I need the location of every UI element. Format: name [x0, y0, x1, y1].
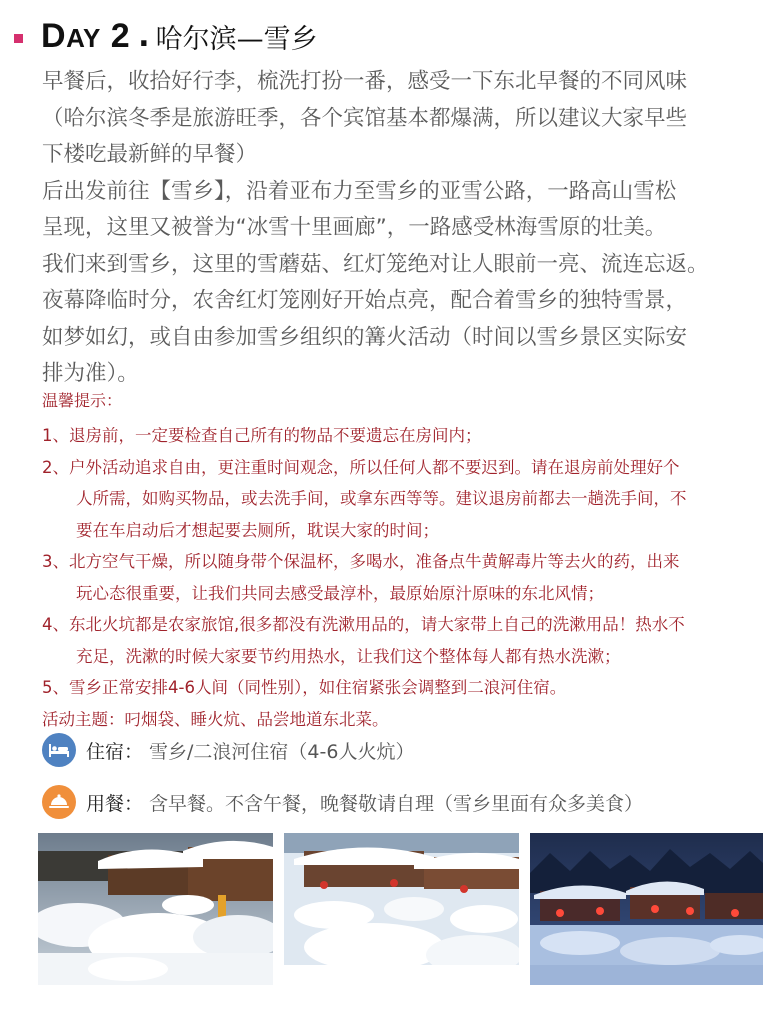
- tip-line: 玩心态很重要，让我们共同去感受最淳朴，最原始原汁原味的东北风情；: [76, 583, 604, 603]
- intro-line: （哈尔滨冬季是旅游旺季，各个宾馆基本都爆满，所以建议大家早些: [42, 105, 688, 131]
- accent-square-icon: [14, 34, 23, 43]
- day-title: 哈尔滨—雪乡: [155, 23, 318, 55]
- tip-line: 要在车启动后才想起要去厕所，耽误大家的时间；: [76, 520, 439, 540]
- tip-line: 3、北方空气干燥，所以随身带个保温杯，多喝水，准备点牛黄解毒片等去火的药，出来: [42, 552, 680, 571]
- intro-line: 早餐后，收拾好行李，梳洗打扮一番，感受一下东北早餐的不同风味: [42, 69, 688, 94]
- itinerary-intro: [42, 64, 770, 393]
- meal-row: [42, 785, 643, 819]
- accommodation-row: [42, 733, 414, 767]
- snow-mushroom-photo: [284, 833, 519, 985]
- tips-title: 温馨提示：: [42, 391, 123, 410]
- day-header: [14, 14, 318, 58]
- intro-line: 排为准）。: [42, 361, 139, 386]
- meal-label: 用餐：: [86, 792, 144, 815]
- intro-line: 我们来到雪乡，这里的雪蘑菇、红灯笼绝对让人眼前一亮、流连忘返。: [42, 251, 709, 277]
- photo-strip: [38, 833, 763, 985]
- activity-theme: 活动主题：叼烟袋、睡火炕、品尝地道东北菜。: [42, 709, 389, 729]
- intro-line: 如梦如幻，或自由参加雪乡组织的篝火活动（时间以雪乡景区实际安: [42, 324, 688, 350]
- intro-line: 呈现，这里又被誉为“冰雪十里画廊”，一路感受林海雪原的壮美。: [42, 215, 667, 240]
- intro-line: 后出发前往【雪乡】，沿着亚布力至雪乡的亚雪公路，一路高山雪松: [42, 178, 677, 204]
- day-prefix: D: [41, 16, 67, 55]
- tip-line: 2、户外活动追求自由，更注重时间观念，所以任何人都不要迟到。请在退房前处理好个: [42, 457, 680, 477]
- tip-line: 充足，洗漱的时候大家要节约用热水，让我们这个整体每人都有热水洗漱；: [76, 646, 621, 666]
- tip-line: 1、退房前，一定要检查自己所有的物品不要遗忘在房间内；: [42, 426, 482, 445]
- snow-village-night-photo: [530, 833, 763, 985]
- bed-icon: [42, 733, 76, 767]
- tip-line: 5、雪乡正常安排4-6人间（同性别），如住宿紧张会调整到二浪河住宿。: [42, 678, 567, 697]
- snow-village-photo: [38, 833, 273, 985]
- day-label: [41, 17, 130, 56]
- intro-line: 夜幕降临时分，农舍红灯笼刚好开始点亮，配合着雪乡的独特雪景，: [42, 288, 688, 313]
- day-rest: AY: [66, 22, 101, 53]
- accommodation-label: 住宿：: [86, 740, 144, 763]
- tip-line: 人所需，如购买物品，或去洗手间，或拿东西等等。建议退房前都去一趟洗手间，不: [76, 489, 687, 508]
- day-number: 2: [110, 16, 131, 55]
- travel-tips: [42, 390, 772, 735]
- intro-line: 下楼吃最新鲜的早餐）: [42, 142, 258, 167]
- day-separator: .: [138, 18, 150, 54]
- tip-line: 4、东北火坑都是农家旅馆,很多都没有洗漱用品的，请大家带上自己的洗漱用品！热水不: [42, 615, 685, 634]
- dish-cloche-icon: [42, 785, 76, 819]
- meal-text: 含早餐。不含午餐，晚餐敬请自理（雪乡里面有众多美食）: [149, 792, 644, 815]
- accommodation-text: 雪乡/二浪河住宿（4-6人火炕）: [149, 740, 415, 763]
